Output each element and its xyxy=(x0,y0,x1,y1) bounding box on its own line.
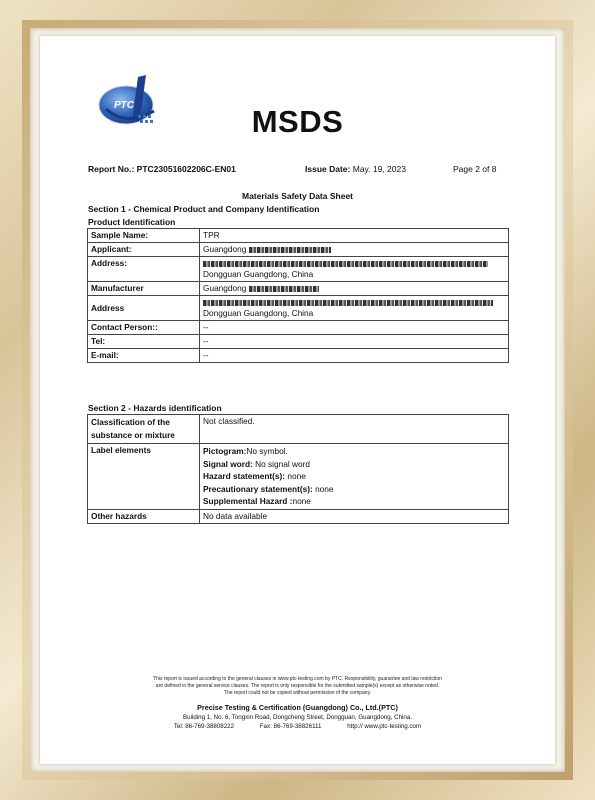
table-row xyxy=(88,349,509,363)
table-row xyxy=(88,415,509,444)
table-row xyxy=(88,444,509,510)
other-hazards-label: Other hazards xyxy=(88,509,200,523)
table-row xyxy=(88,296,509,321)
manufacturer-value: Guangdong xyxy=(200,282,509,296)
label-elements-label: Label elements xyxy=(88,444,200,510)
classification-label: Classification of the substance or mixture xyxy=(88,415,200,444)
document-title: MSDS xyxy=(251,104,344,139)
sample-name-label: Sample Name: xyxy=(88,229,200,243)
footer-address: Building 1, No. 6, Tongxin Road, Dongcheng Street, Dongguan, Guangdong, China. xyxy=(183,714,412,721)
footer-disclaimer: This report is issued according to the general clauses in www.ptc-testing.com by PTC. Responsibility, guarantee and law restriction are defined in the general service clauses. The report is only responsible for the submitted sample(s) except as otherwise noted. The report could not be copied without permission of the company. xyxy=(153,676,442,696)
email-value: -- xyxy=(200,349,509,363)
footer-contact xyxy=(40,723,555,730)
table-row xyxy=(88,509,509,523)
applicant-label: Applicant: xyxy=(88,243,200,257)
redacted-text xyxy=(249,286,319,292)
other-hazards-value: No data available xyxy=(200,509,509,523)
label-elements-value: Pictogram:No symbol. Signal word: No signal word Hazard statement(s): none Precautionary statement(s): none Supplemental Hazard :none xyxy=(200,444,509,510)
footer-tel: Tel: 86-769-38808222 xyxy=(173,723,235,730)
table-row xyxy=(88,282,509,296)
footer-website-link[interactable]: http:// www.ptc-testing.com xyxy=(347,723,422,730)
address-label: Address: xyxy=(88,257,200,282)
issue-date: Issue Date: May. 19, 2023 xyxy=(305,164,406,174)
product-identification-table xyxy=(87,228,509,363)
document-subtitle: Materials Safety Data Sheet xyxy=(241,191,354,201)
section1-subheading: Product Identification xyxy=(88,217,176,227)
classification-value: Not classified. xyxy=(200,415,509,444)
address2-value: Dongguan Guangdong, China xyxy=(200,296,509,321)
footer-fax: Fax: 86-769-38826111 xyxy=(259,723,322,730)
contact-value: -- xyxy=(200,321,509,335)
tel-label: Tel: xyxy=(88,335,200,349)
section1-heading: Section 1 - Chemical Product and Company Identification xyxy=(88,204,320,214)
table-row xyxy=(88,321,509,335)
redacted-text xyxy=(203,300,493,306)
table-row xyxy=(88,229,509,243)
address-value: Dongguan Guangdong, China xyxy=(200,257,509,282)
logo-text: PTC xyxy=(114,100,134,111)
table-row xyxy=(88,257,509,282)
applicant-value: Guangdong xyxy=(200,243,509,257)
table-row xyxy=(88,243,509,257)
hazards-table xyxy=(87,414,509,524)
tel-value: -- xyxy=(200,335,509,349)
address2-label: Address xyxy=(88,296,200,321)
page-number: Page 2 of 8 xyxy=(453,164,497,174)
redacted-text xyxy=(249,247,331,253)
table-row xyxy=(88,335,509,349)
section2-heading: Section 2 - Hazards identification xyxy=(88,403,222,413)
document-page xyxy=(40,36,555,764)
redacted-text xyxy=(203,261,488,267)
email-label: E-mail: xyxy=(88,349,200,363)
contact-label: Contact Person:: xyxy=(88,321,200,335)
footer-company: Precise Testing & Certification (Guangdong) Co., Ltd.(PTC) xyxy=(197,703,398,712)
sample-name-value: TPR xyxy=(200,229,509,243)
report-number: Report No.: PTC23051602206C-EN01 xyxy=(88,164,236,174)
manufacturer-label: Manufacturer xyxy=(88,282,200,296)
